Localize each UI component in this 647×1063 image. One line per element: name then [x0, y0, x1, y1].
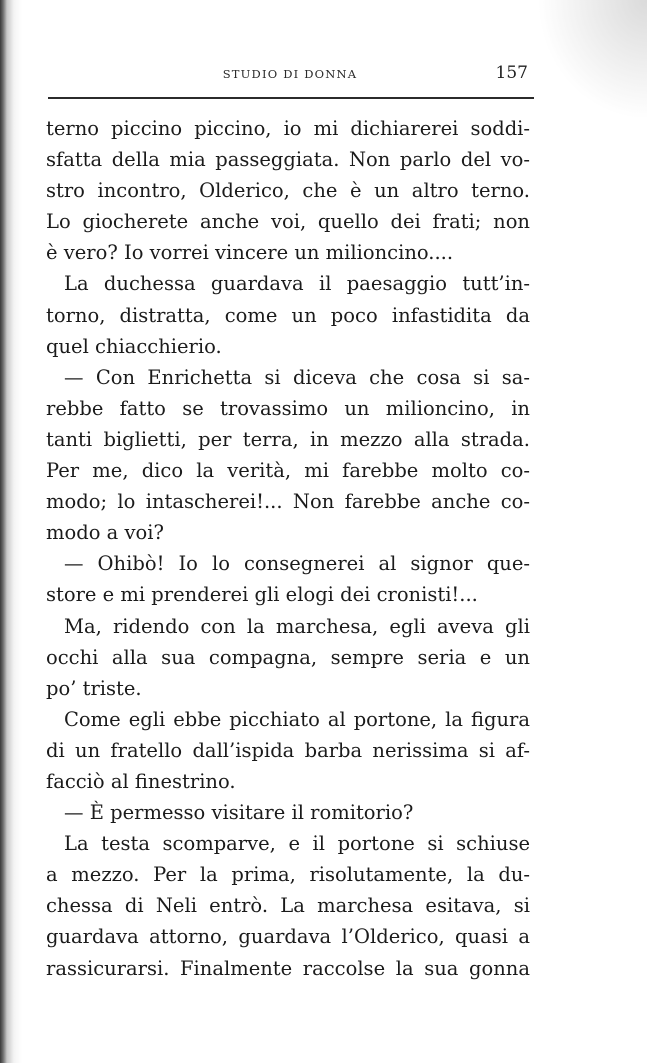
text-line: La testa scomparve, e il portone si schiuse: [64, 832, 530, 856]
page-edge-shadow: [537, 0, 647, 120]
text-line: — È permesso visitare il romitorio?: [64, 801, 414, 825]
text-line: Ma, ridendo con la marchesa, egli aveva gli: [64, 614, 530, 638]
text-line: po’ triste.: [46, 676, 142, 700]
text-line: occhi alla sua compagna, sempre seria e un: [46, 645, 530, 669]
text-line: di un fratello dall’ispida barba nerissima si af-: [46, 738, 530, 762]
text-line: Come egli ebbe picchiato al portone, la figura: [64, 707, 530, 731]
text-line: quel chiacchierio.: [46, 334, 222, 358]
text-line: — Ohibò! Io lo consegnerei al signor que-: [64, 552, 530, 576]
text-line: sfatta della mia passeggiata. Non parlo del vo-: [46, 148, 530, 172]
text-line: rassicurarsi. Finalmente raccolse la sua gonna: [46, 956, 530, 980]
text-line: stro incontro, Olderico, che è un altro terno.: [46, 179, 530, 203]
text-line: modo; lo intascherei!... Non farebbe anche co-: [46, 490, 530, 514]
text-line: store e mi prenderei gli elogi dei cronisti!...: [46, 583, 478, 607]
text-line: Per me, dico la verità, mi farebbe molto co-: [46, 459, 530, 483]
text-line: Lo giocherete anche voi, quello dei frati; non: [46, 210, 530, 234]
text-line: La duchessa guardava il paesaggio tutt’in-: [64, 272, 530, 296]
text-line: tanti biglietti, per terra, in mezzo alla strada.: [46, 427, 530, 451]
text-line: modo a voi?: [46, 521, 164, 545]
text-line: facciò al finestrino.: [46, 769, 236, 793]
page-number: 157: [495, 63, 528, 83]
text-line: a mezzo. Per la prima, risolutamente, la du-: [46, 863, 530, 887]
text-line: è vero? Io vorrei vincere un milioncino....: [46, 241, 454, 265]
running-title: STUDIO DI DONNA: [222, 67, 358, 81]
body-text: [46, 113, 530, 984]
text-line: rebbe fatto se trovassimo un milioncino, in: [46, 396, 530, 420]
text-line: torno, distratta, come un poco infastidita da: [46, 303, 530, 327]
text-line: terno piccino piccino, io mi dichiarerei soddi-: [46, 117, 530, 140]
text-line: guardava attorno, guardava l’Olderico, quasi a: [46, 925, 530, 949]
header-rule: [48, 97, 534, 99]
text-line: chessa di Neli entrò. La marchesa esitava, si: [46, 894, 530, 918]
page-header: [48, 63, 532, 89]
text-line: — Con Enrichetta si diceva che cosa si sa-: [64, 365, 530, 389]
